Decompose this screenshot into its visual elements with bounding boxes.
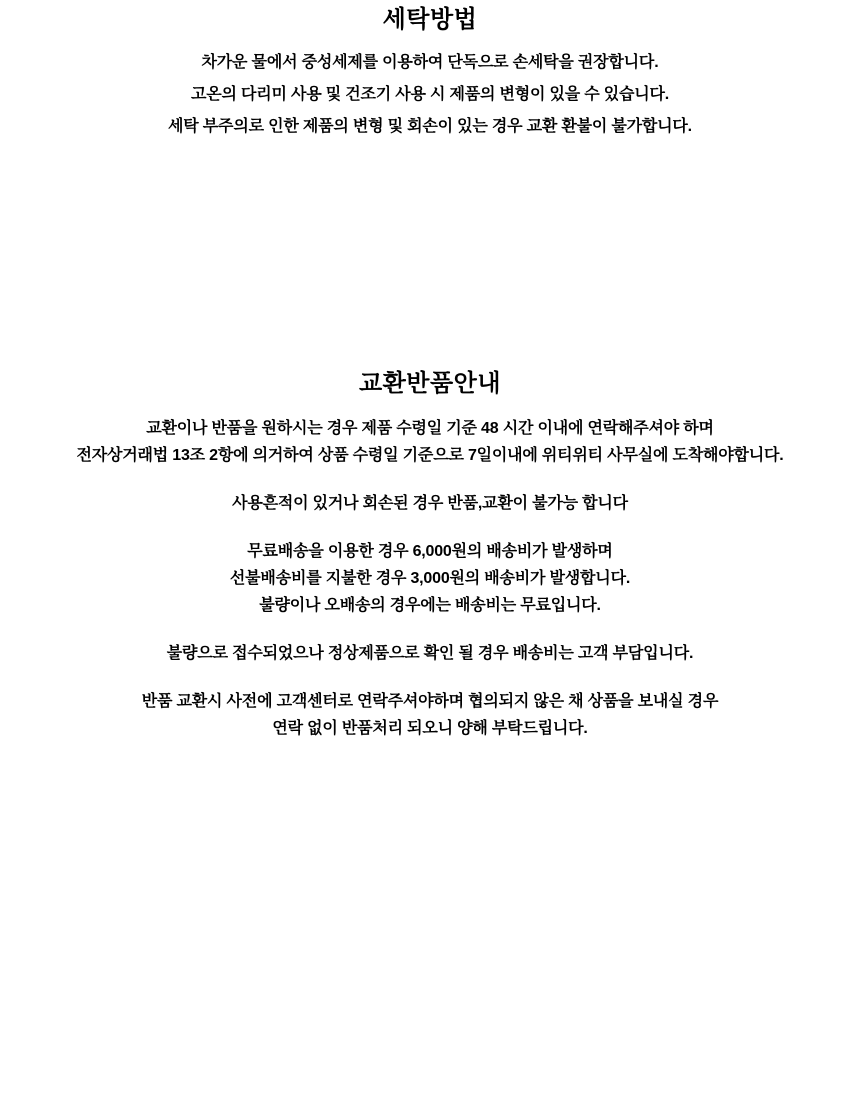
text-line: 사용흔적이 있거나 회손된 경우 반품,교환이 불가능 합니다 (232, 495, 628, 512)
section-exchange-return (0, 369, 860, 742)
exchange-section-title: 교환반품안내 (358, 370, 502, 397)
paragraph (0, 111, 860, 143)
text-line: 무료배송을 이용한 경우 6,000원의 배송비가 발생하며 (247, 543, 613, 560)
text-line: 세탁 부주의로 인한 제품의 변형 및 회손이 있는 경우 교환 환불이 불가합니다. (168, 118, 692, 135)
paragraph (0, 47, 860, 79)
paragraph (0, 688, 860, 742)
text-line: 전자상거래법 13조 2항에 의거하여 상품 수령일 기준으로 7일이내에 위티위티 사무실에 도착해야합니다. (76, 447, 784, 464)
text-line: 선불배송비를 지불한 경우 3,000원의 배송비가 발생합니다. (229, 570, 631, 587)
text-line: 불량이나 오배송의 경우에는 배송비는 무료입니다. (259, 597, 601, 614)
text-line: 불량으로 접수되었으나 정상제품으로 확인 될 경우 배송비는 고객 부담입니다. (166, 645, 694, 662)
section-washing-instructions (0, 0, 860, 143)
paragraph (0, 640, 860, 667)
text-line: 고온의 다리미 사용 및 건조기 사용 시 제품의 변형이 있을 수 있습니다. (190, 86, 670, 103)
text-line: 교환이나 반품을 원하시는 경우 제품 수령일 기준 48 시간 이내에 연락해주셔야 하며 (146, 420, 714, 437)
text-line: 차가운 물에서 중성세제를 이용하여 단독으로 손세탁을 권장합니다. (201, 54, 659, 71)
paragraph (0, 415, 860, 469)
washing-section-title: 세탁방법 (382, 6, 478, 33)
washing-paragraphs (0, 47, 860, 143)
text-line: 반품 교환시 사전에 고객센터로 연락주셔야하며 협의되지 않은 채 상품을 보내실 경우 (141, 693, 719, 710)
paragraph (0, 490, 860, 517)
paragraph (0, 538, 860, 619)
paragraph (0, 79, 860, 111)
text-line: 연락 없이 반품처리 되오니 양해 부탁드립니다. (272, 720, 588, 737)
exchange-paragraphs (0, 415, 860, 742)
